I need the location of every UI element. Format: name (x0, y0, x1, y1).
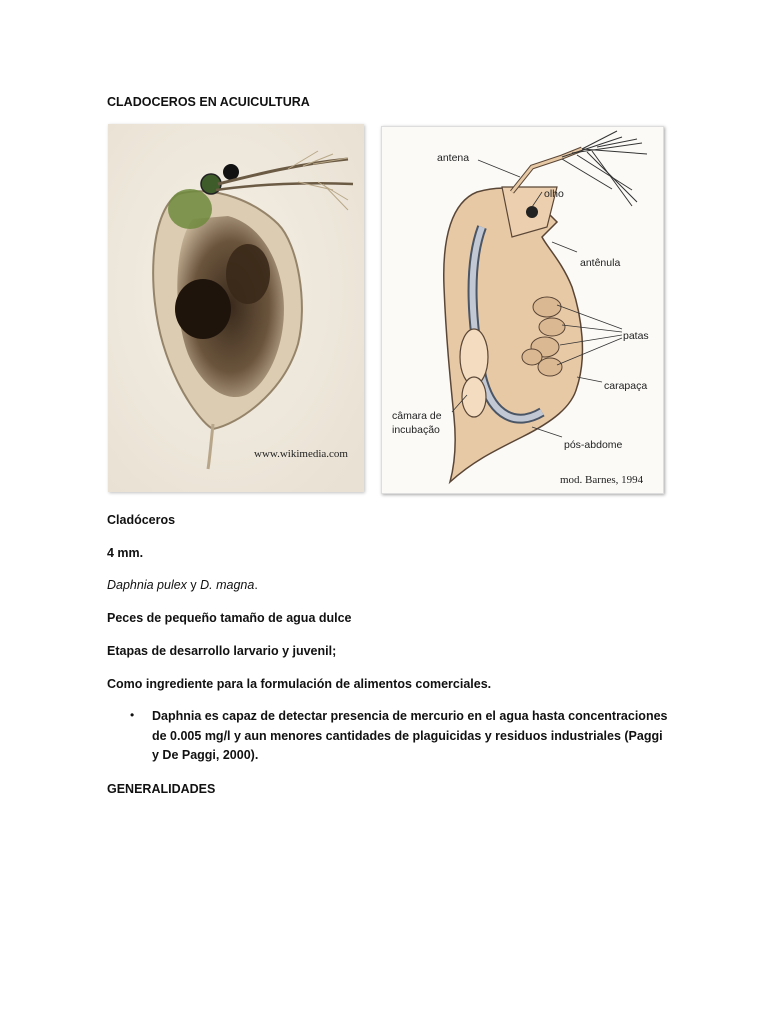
label-patas: patas (623, 330, 649, 342)
daphnia-anatomy-diagram (381, 126, 664, 494)
label-camara-line1: câmara de (392, 410, 442, 422)
daphnia-figure (108, 124, 664, 494)
species-end: . (254, 578, 258, 592)
label-olho: olho (544, 188, 564, 200)
daphnia-photo-image (108, 124, 364, 492)
label-antena: antena (437, 152, 470, 164)
label-antenula: antênula (580, 257, 621, 269)
species-line (107, 576, 258, 595)
heading-cladoceros: Cladóceros (107, 513, 176, 527)
document-title: CLADOCEROS EN ACUICULTURA (107, 95, 310, 109)
label-camara-line2: incubação (392, 424, 440, 436)
size-text: 4 mm. (107, 546, 144, 560)
line-etapas: Etapas de desarrollo larvario y juvenil; (107, 644, 337, 658)
line-peces: Peces de pequeño tamaño de agua dulce (107, 611, 352, 625)
label-posabdome: pós-abdome (564, 439, 623, 451)
section-generalidades: GENERALIDADES (107, 782, 216, 796)
species-daphnia-pulex: Daphnia pulex (107, 578, 187, 592)
species-d-magna: D. magna (200, 578, 255, 592)
anatomy-illustration (382, 127, 663, 493)
species-conj: y (186, 578, 201, 592)
line-ingrediente: Como ingrediente para la formulación de alimentos comerciales. (107, 677, 492, 691)
photo-credit: www.wikimedia.com (254, 448, 348, 460)
bullet-text: Daphnia es capaz de detectar presencia de mercurio en el agua hasta concentraciones de 0.005 mg/l y aun menores cantidades de plaguicidas y residuos industriales (Paggi y De Paggi, 2000). (152, 709, 668, 762)
bullet-icon: • (130, 708, 135, 722)
label-carapaca: carapaça (604, 380, 648, 392)
diagram-credit: mod. Barnes, 1994 (560, 474, 644, 486)
daphnia-photo (108, 124, 364, 492)
